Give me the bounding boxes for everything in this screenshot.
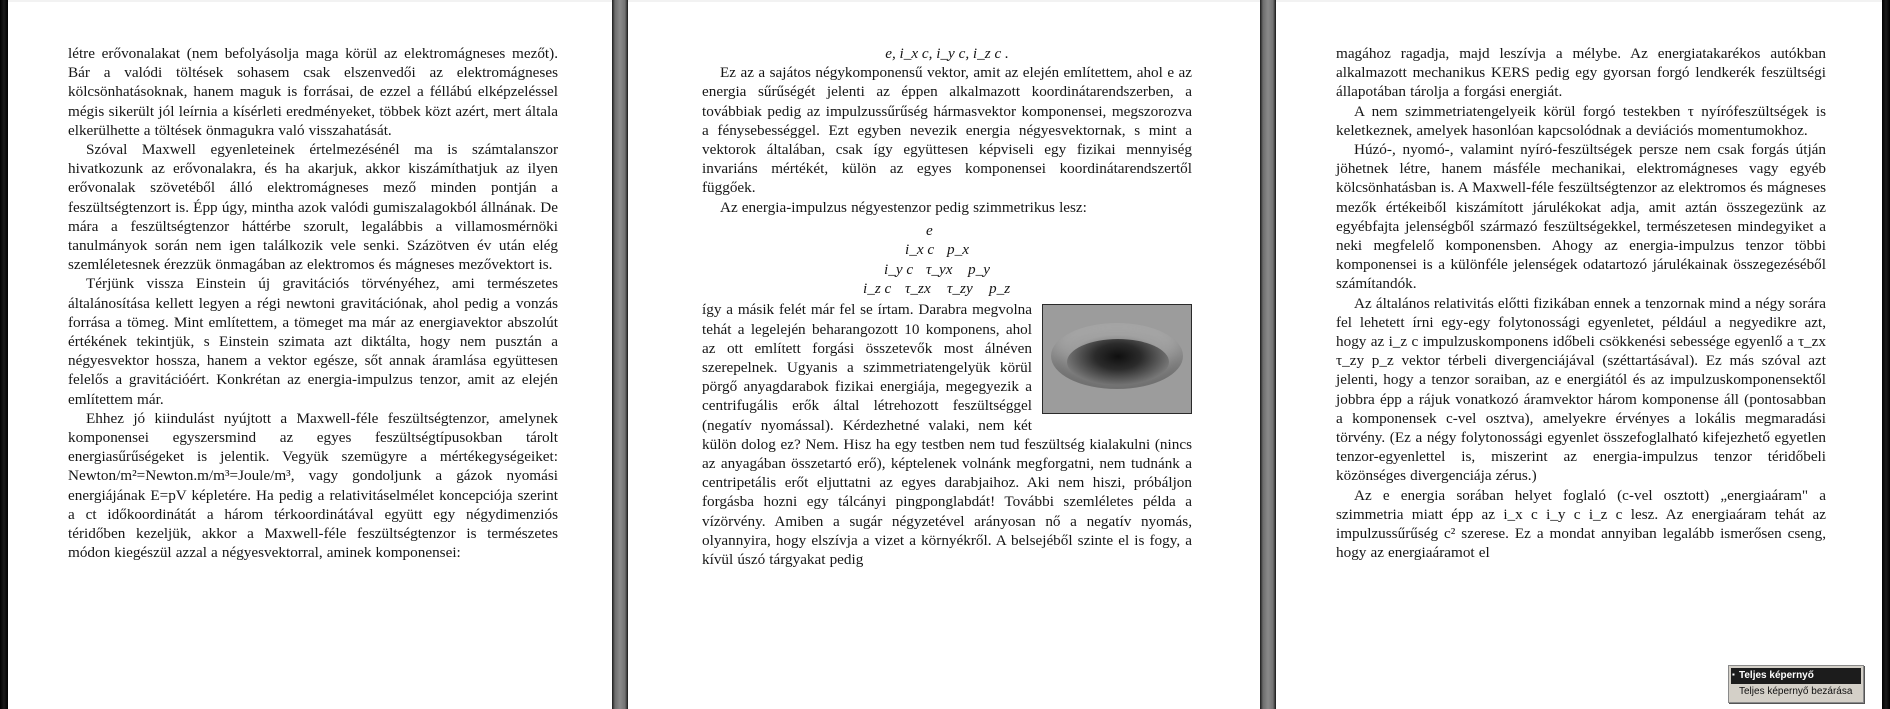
page-gutter-2 xyxy=(1260,0,1276,709)
tensor-cell: τ_zx xyxy=(905,280,931,298)
tensor-row xyxy=(702,240,1192,259)
tensor-cell: p_z xyxy=(989,280,1011,298)
tensor-cell: τ_yx xyxy=(926,260,953,278)
paragraph: Húzó-, nyomó-, valamint nyíró-feszültségek persze nem csak forgás útján jöhetnek létre, hanem másféle mechanikai, elektromágneses vagy egyéb kölcsönhatásban is. A Maxwell-féle feszültségtenzor az elektromos és mágneses mezők értékeiből kiszámított járulékokat adja, amit aztán összegezünk az egyébfajta jelenségből származó feszültségekkel, természetesen mindegyiket a neki megfelelő komponensben. Ahogy az energia-impulzus tenzor többi komponensei is a különféle jelenségek odatartozó járulékainak összegezéséből számítandók. xyxy=(1336,141,1826,293)
paragraph: így a másik felét már fel se írtam. Darabra megvolna tehát a legelején beharangozott 10 komponens, ahol az ott említett forgási összetevők most álnéven szerepelnek. Ugyanis a szimmetriatengelyük körül pörgő anyagdarabok fizikai energiája, megegyezik a centrifugális erők által létrehozott feszültséggel (negatív nyomással). Kérdezhetné valaki, nem két külön dolog ez? Nem. Hisz ha egy testben nem tud feszültség kialakulni (nincs az anyagában összetartó erő), képtelenek volnánk megforgatni, nem tudnánk a centripetális erőt eljuttatni az egyes darabjaihoz. Aki nem hiszi, próbáljon forgásba hozni egy tálcányi pingponglabdát! További szemléletes példa a vízörvény. Amiben a sugár négyzetével arányosan nő a negatív nyomás, olyannyira, hogy elszívja a vizet a környékről. A belsejéből szinte el is fogy, a kívül úszó tárgyakat pedig xyxy=(702,301,1192,569)
menu-item-exit-fullscreen[interactable]: Teljes képernyő bezárása xyxy=(1731,684,1861,700)
tensor-row xyxy=(702,221,1192,240)
paragraph: Ez az a sajátos négykomponensű vektor, amit az elején említettem, ahol e az energia sűrűségét jelenti az éppen alkalmazott koordinátarendszerben, a továbbiak pedig az impulzussűrűség hármasvektor komponensei, megszorozva a fénysebességgel. Ezt egyben nevezik energia négyesvektornak, s mint a vektorok általában, csak így együttesen képviseli egy fizikai mennyiség invariáns mértékét, külön az egyes komponensei koordinátarendszertől függőek. xyxy=(702,64,1192,197)
fullscreen-context-menu[interactable] xyxy=(1728,665,1864,703)
paragraph: Térjünk vissza Einstein új gravitációs törvényéhez, ami természetes általánosítása kellett legyen a régi newtoni gravitációnak, ahol pedig a vonzás forrása a tömeg. Mint említettem, a tömeget ma már az energiavektor abszolút értékének tekintjük, s Einstein szimata azt diktálta, hogy nem pusztán a négyesvektor hossza, hanem a vektor egésze, sőt annak áramlása együttesen felelős a gravitációért. Konkrétan az energia-impulzus tenzor, amit az elején említettem már. xyxy=(68,275,558,408)
tensor-row xyxy=(702,279,1192,298)
energy-four-vector-formula xyxy=(702,44,1192,63)
tensor-cell: i_y c xyxy=(884,260,914,278)
viewer-right-edge xyxy=(1882,0,1890,709)
paragraph: Az energia-impulzus négyestenzor pedig szimmetrikus lesz: xyxy=(720,198,1087,216)
formula-text: e, i_x c, i_y c, i_z c . xyxy=(885,45,1009,62)
energy-momentum-tensor xyxy=(702,221,1192,299)
viewer-left-edge xyxy=(0,0,8,709)
menu-item-fullscreen[interactable]: ▪ Teljes képernyő xyxy=(1731,668,1861,684)
tensor-cell: p_x xyxy=(947,241,969,259)
tensor-row xyxy=(702,260,1192,279)
paragraph: Az e energia sorában helyet foglaló (c-vel osztott) „energiaáram" a szimmetria miatt épp az i_x c i_y c i_z c lesz. Az energiaáram tehát az impulzussűrűség c² szerese. Ez a mondat annyiban legalább ismerősen cseng, hogy az energiaáramot el xyxy=(1336,486,1826,562)
document-page-left[interactable] xyxy=(8,0,612,709)
tensor-cell: i_z c xyxy=(863,280,892,298)
paragraph: A nem szimmetriatengelyeik körül forgó testekben τ nyírófeszültségek is keletkeznek, amelyek hasonlóan kapcsolódnak a deviációs momentumokhoz. xyxy=(1336,102,1826,139)
water-vortex-figure xyxy=(1042,304,1192,414)
paragraph: magához ragadja, majd leszívja a mélybe. Az energiatakarékos autókban alkalmazott mechanikus KERS pedig egy gyorsan forgó lendkerék feszültségi állapotában tárolja a forgási energiát. xyxy=(1336,45,1826,101)
tensor-cell: i_x c xyxy=(905,241,935,259)
page-gutter-1 xyxy=(612,0,628,709)
tensor-cell: e xyxy=(926,221,933,239)
tensor-cell: τ_zy xyxy=(947,280,973,298)
paragraph: Az általános relativitás előtti fizikában ennek a tenzornak mind a négy sorára fel lehetett írni egy-egy folytonossági egyenletet, például a negyedikre azt, hogy az i_z c impulzuskomponens időbeli csökkenési sebessége egyenlő a τ_zx τ_zy p_z vektor térbeli divergenciájával (széttartásával). Ez más szóval azt jelenti, hogy a tenzor soraiban, az e energiától és az impulzuskomponensektől jobbra épp a rájuk vonatkozó áramvektor három komponense áll (pontosabban a komponensek c-vel osztva), amelyekre érvényes a lokális megmaradási törvény. (Ez a négy folytonossági egyenlet összefoglalható kifejezhető egyetlen tenzor-egyenlettel is, miszerint az energia-impulzus tenzor téridőbeli közönséges divergenciája zérus.) xyxy=(1336,294,1826,485)
paragraph: Szóval Maxwell egyenleteinek értelmezésénél ma is számtalanszor hivatkozunk az erővonalakra, és ha akarjuk, akkor kiszámíthatjuk az ilyen erővonalak szövetéből álló elektromágneses mező minden pontján a feszültségtenzort is. Épp úgy, mintha azok valódi gumiszalagokból állnának. De mára a feszültségtenzor háttérbe szorult, legalábbis a villamosmérnöki tanulmányok során nem igen találkozik vele senki. Százötven év után elég szemléletesnek érezzük önmagában az elektromos és mágneses mezővektort is. xyxy=(68,141,558,274)
document-page-right[interactable] xyxy=(1276,0,1882,709)
tensor-cell: p_y xyxy=(968,260,990,278)
paragraph: létre erővonalakat (nem befolyásolja maga körül az elektromágneses mezőt). Bár a valódi töltések sohasem csak elszenvedői az elektromágneses kölcsönhatásoknak, hanem maguk is forrásai, de ezzel a féllábú elképzeléssel mégis sikerült jól leírnia a kísérleti eredményeket, többek közt azért, mert általa elkerülhette a töltések önmagukra való visszahatását. xyxy=(68,45,558,139)
document-page-middle[interactable] xyxy=(628,0,1260,709)
paragraph: Ehhez jó kiindulást nyújtott a Maxwell-féle feszültségtenzor, amelynek komponensei egyszersmind az egyes feszültségtípusokban tárolt energiasűrűségeket is jelentik. Vegyük szemügyre a mértékegységeiket: Newton/m²=Newton.m/m³=Joule/m³, vagy gondoljunk a gázok nyomási energiájának E=pV képletére. Ha pedig a relativitáselmélet koncepciója szerint a ct időkoordinátát a három térkoordinátával együtt egy négydimenziós téridőben kezeljük, akkor a Maxwell-féle feszültségtenzor is természetes módon kiegészül azzal a négyesvektorral, aminek komponensei: xyxy=(68,409,558,562)
